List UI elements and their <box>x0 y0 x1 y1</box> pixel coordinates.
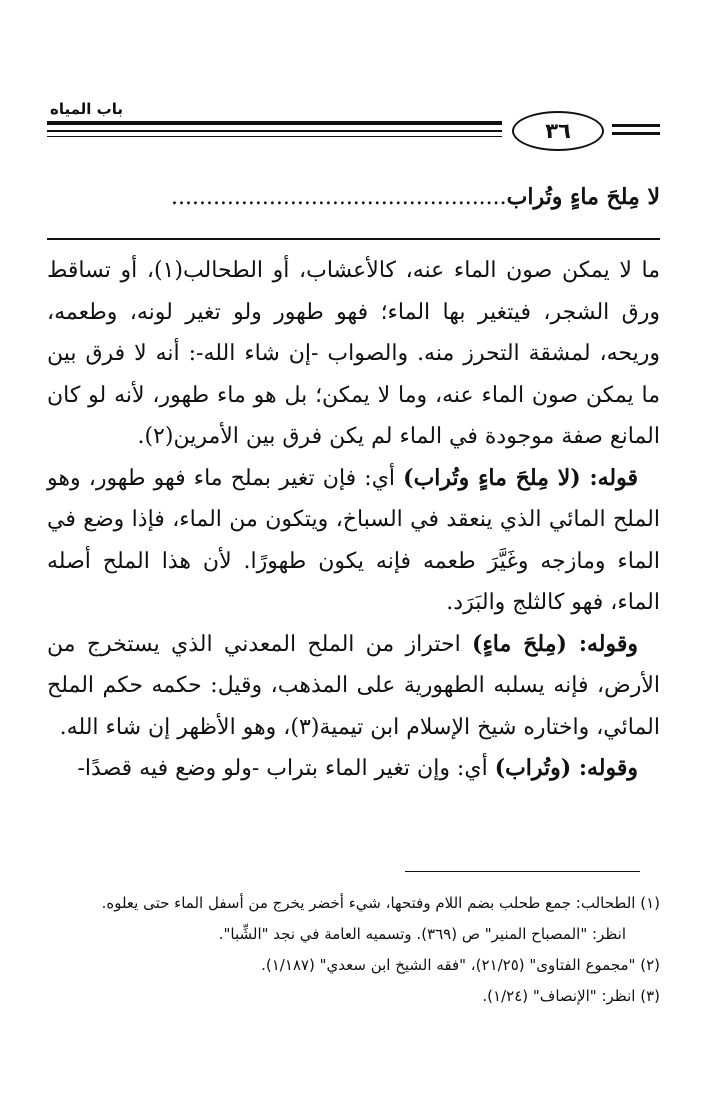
header-rule <box>612 132 660 135</box>
header-rule <box>47 130 502 132</box>
paragraph <box>47 624 660 749</box>
paragraph-text: أي: فإن تغير بملح ماء فهو طهور، وهو الملح المائي الذي ينعقد في السباخ، ويتكون من الماء، فإذا وضع في الماء ومازجه وغَيَّرَ طعمه فإنه يكون طهورًا. لأن هذا الملح أصله الماء، فهو كالثلج والبَرَد. <box>47 465 660 615</box>
header-rule <box>47 136 502 137</box>
paragraph-text: احتراز من الملح المعدني الذي يستخرج من الأرض، فإنه يسلبه الطهورية على المذهب، وقيل: حكمه حكم الملح المائي، واختاره شيخ الإسلام ابن تيمية(٣)، وهو الأظهر إن شاء الله. <box>47 631 660 740</box>
chapter-title: باب المياه <box>50 100 124 118</box>
footnotes <box>47 888 660 1012</box>
footnote-rule <box>405 871 640 872</box>
header-rule <box>47 121 502 125</box>
title-rule <box>47 238 660 240</box>
section-title <box>48 184 660 210</box>
footnote-continuation: انظر: "المصباح المنير" ص (٣٦٩). وتسميه العامة في نجد "الشِّبا". <box>218 925 626 943</box>
paragraph <box>47 748 660 790</box>
paragraph <box>47 458 660 624</box>
quote-label: وقوله: (مِلحَ ماءٍ) <box>472 630 638 657</box>
quote-label: قوله: (لا مِلحَ ماءٍ وتُراب) <box>403 464 638 491</box>
footnote: (١) الطحالب: جمع طحلب بضم اللام وفتحها، شيء أخضر يخرج من أسفل الماء حتى يعلوه. <box>101 894 660 912</box>
quote-label: وقوله: (وتُراب) <box>494 755 638 781</box>
footnote: (٢) "مجموع الفتاوى" (٢١/٢٥)، "فقه الشيخ ابن سعدي" (١/١٨٧). <box>261 956 660 974</box>
header-rule <box>612 124 660 127</box>
page-number: ٣٦ <box>512 111 604 151</box>
main-text <box>47 250 660 790</box>
paragraph-text: أي: وإن تغير الماء بتراب -ولو وضع فيه قصدًا- <box>77 756 495 781</box>
section-title-text: لا مِلحَ ماءٍ وتُراب <box>506 184 660 210</box>
footnote: (٣) انظر: "الإنصاف" (١/٢٤). <box>482 987 660 1005</box>
paragraph: ما لا يمكن صون الماء عنه، كالأعشاب، أو الطحالب(١)، أو تساقط ورق الشجر، فيتغير بها الماء؛ فهو طهور ولو تغير لونه، وطعمه، وريحه، لمشقة التحرز منه. والصواب -إن شاء الله-: أنه لا فرق بين ما يمكن صون الماء عنه، وما لا يمكن؛ بل هو ماء طهور، لأنه لو كان المانع صفة موجودة في الماء لم يكن فرق بين الأمرين(٢). <box>47 258 660 449</box>
section-title-dots: ................................................ <box>170 185 507 210</box>
